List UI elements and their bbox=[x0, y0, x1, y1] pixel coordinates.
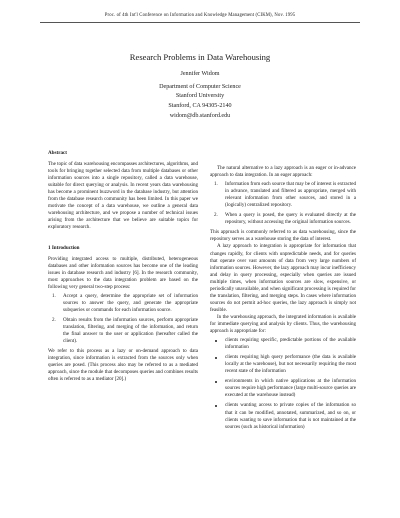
author-email: widom@db.stanford.edu bbox=[169, 112, 231, 119]
author-block bbox=[0, 70, 400, 121]
bullet-icon bbox=[215, 381, 217, 383]
lazy-tradeoff-para: A lazy approach to integration is appropriate for information that changes rapidly, for clients with unpredictable needs, and for queries that operate over vast amounts of data from very large numbers of information sources. However, the lazy approach may incur inefficiency and delay in query processing, especially when queries are issued multiple times, when information sources are slow, expensive, or periodically unavailable, and when significant processing is required for the translation, filtering, and merging steps. In cases where information sources do not permit ad-hoc queries, the lazy approach is simply not feasible. bbox=[210, 243, 357, 313]
list-item bbox=[210, 181, 356, 209]
left-column bbox=[48, 150, 198, 383]
author-university: Stanford University bbox=[175, 93, 225, 100]
list-marker: 1. bbox=[52, 292, 56, 299]
warehousing-definition-para: This approach is commonly referred to as data warehousing, since the repository serves as a warehouse storing the data of interest. bbox=[210, 229, 356, 243]
list-item bbox=[48, 317, 198, 345]
list-marker: 2. bbox=[52, 316, 56, 323]
header-rule bbox=[40, 22, 360, 23]
warehousing-benefit-para: In the warehousing approach, the integrated information is available for immediate querying and analysis by clients. Thus, the warehousing approach is appropriate for: bbox=[210, 313, 356, 335]
bullet-icon bbox=[215, 340, 217, 342]
list-item bbox=[210, 337, 356, 351]
author-name: Jennifer Widom bbox=[180, 71, 220, 77]
list-marker: 1. bbox=[214, 181, 218, 188]
introduction-heading: 1 Introduction bbox=[48, 244, 80, 251]
list-item bbox=[48, 293, 198, 314]
warehousing-uses-list bbox=[210, 337, 356, 431]
right-column bbox=[210, 165, 356, 434]
list-item bbox=[210, 212, 356, 226]
list-item bbox=[210, 354, 356, 375]
lazy-steps-list bbox=[48, 293, 198, 345]
abstract-heading: Abstract bbox=[48, 150, 67, 156]
list-item bbox=[210, 402, 356, 430]
author-department: Department of Computer Science bbox=[159, 83, 241, 90]
running-head: Proc. of 4th Int'l Conference on Information and Knowledge Management (CIKM), Nov. 1995 bbox=[104, 13, 296, 18]
abstract-text: The topic of data warehousing encompasses architectures, algorithms, and tools for bringing together selected data from multiple databases or other information sources into a single repository, called a data warehouse, suitable for direct querying or analysis. In recent years data warehousing has become a prominent buzzword in the database industry, but attention from the database research community has been limited. In this paper we motivate the concept of a data warehouse, we outline a general data warehousing architecture, and we propose a number of technical issues arising from the architecture that we believe are suitable topics for exploratory research. bbox=[48, 161, 198, 231]
bullet-icon bbox=[215, 405, 217, 407]
list-item-text: clients wanting access to private copies of the information so that it can be modified, annotated, summarized, and so on, or clients wanting to save information that is not maintained at the sources (such as historical information) bbox=[225, 402, 356, 430]
eager-steps-list bbox=[210, 181, 356, 226]
bullet-icon bbox=[215, 357, 217, 359]
list-item bbox=[210, 378, 356, 399]
list-marker: 2. bbox=[214, 212, 218, 219]
introduction-para-1: Providing integrated access to multiple, distributed, heterogeneous databases and other information sources has become one of the leading issues in database research and industry [6]. In the research community, most approaches to the data integration problem are based on the following very general two-step process: bbox=[48, 255, 198, 290]
list-item-text: clients requiring high query performance (the data is available locally at the warehouse), but not necessarily requiring the most recent state of the information bbox=[225, 354, 356, 375]
introduction-para-2: We refer to this process as a lazy or on-demand approach to data integration, since information is extracted from the sources only when queries are posed. (This process also may be referred to as a mediated approach, since the module that decomposes queries and combines results often is referred to as a mediator [20].) bbox=[48, 348, 198, 383]
paper-title: Research Problems in Data Warehousing bbox=[129, 52, 271, 62]
list-item-text: environments in which native applications at the information sources require high performance (large multi-source queries are executed at the warehouse instead) bbox=[225, 378, 356, 399]
list-item-text: Obtain results from the information sources, perform appropriate translation, filtering, and merging of the information, and return the final answer to the user or application (hereafter called the client). bbox=[63, 316, 198, 345]
list-item-text: clients requiring specific, predictable portions of the available information bbox=[225, 337, 356, 351]
eager-intro-para: The natural alternative to a lazy approach is an eager or in-advance approach to data integration. In an eager approach: bbox=[210, 165, 356, 179]
list-item-text: When a query is posed, the query is evaluated directly at the repository, without accessing the original information sources. bbox=[225, 212, 356, 226]
list-item-text: Information from each source that may be of interest is extracted in advance, translated and filtered as appropriate, merged with relevant information from other sources, and stored in a (logically) centralized repository. bbox=[225, 181, 356, 209]
list-item-text: Accept a query, determine the appropriate set of information sources to answer the query, and generate the appropriate subqueries or commands for each information source. bbox=[63, 292, 198, 313]
author-address: Stanford, CA 94305-2140 bbox=[168, 102, 232, 109]
